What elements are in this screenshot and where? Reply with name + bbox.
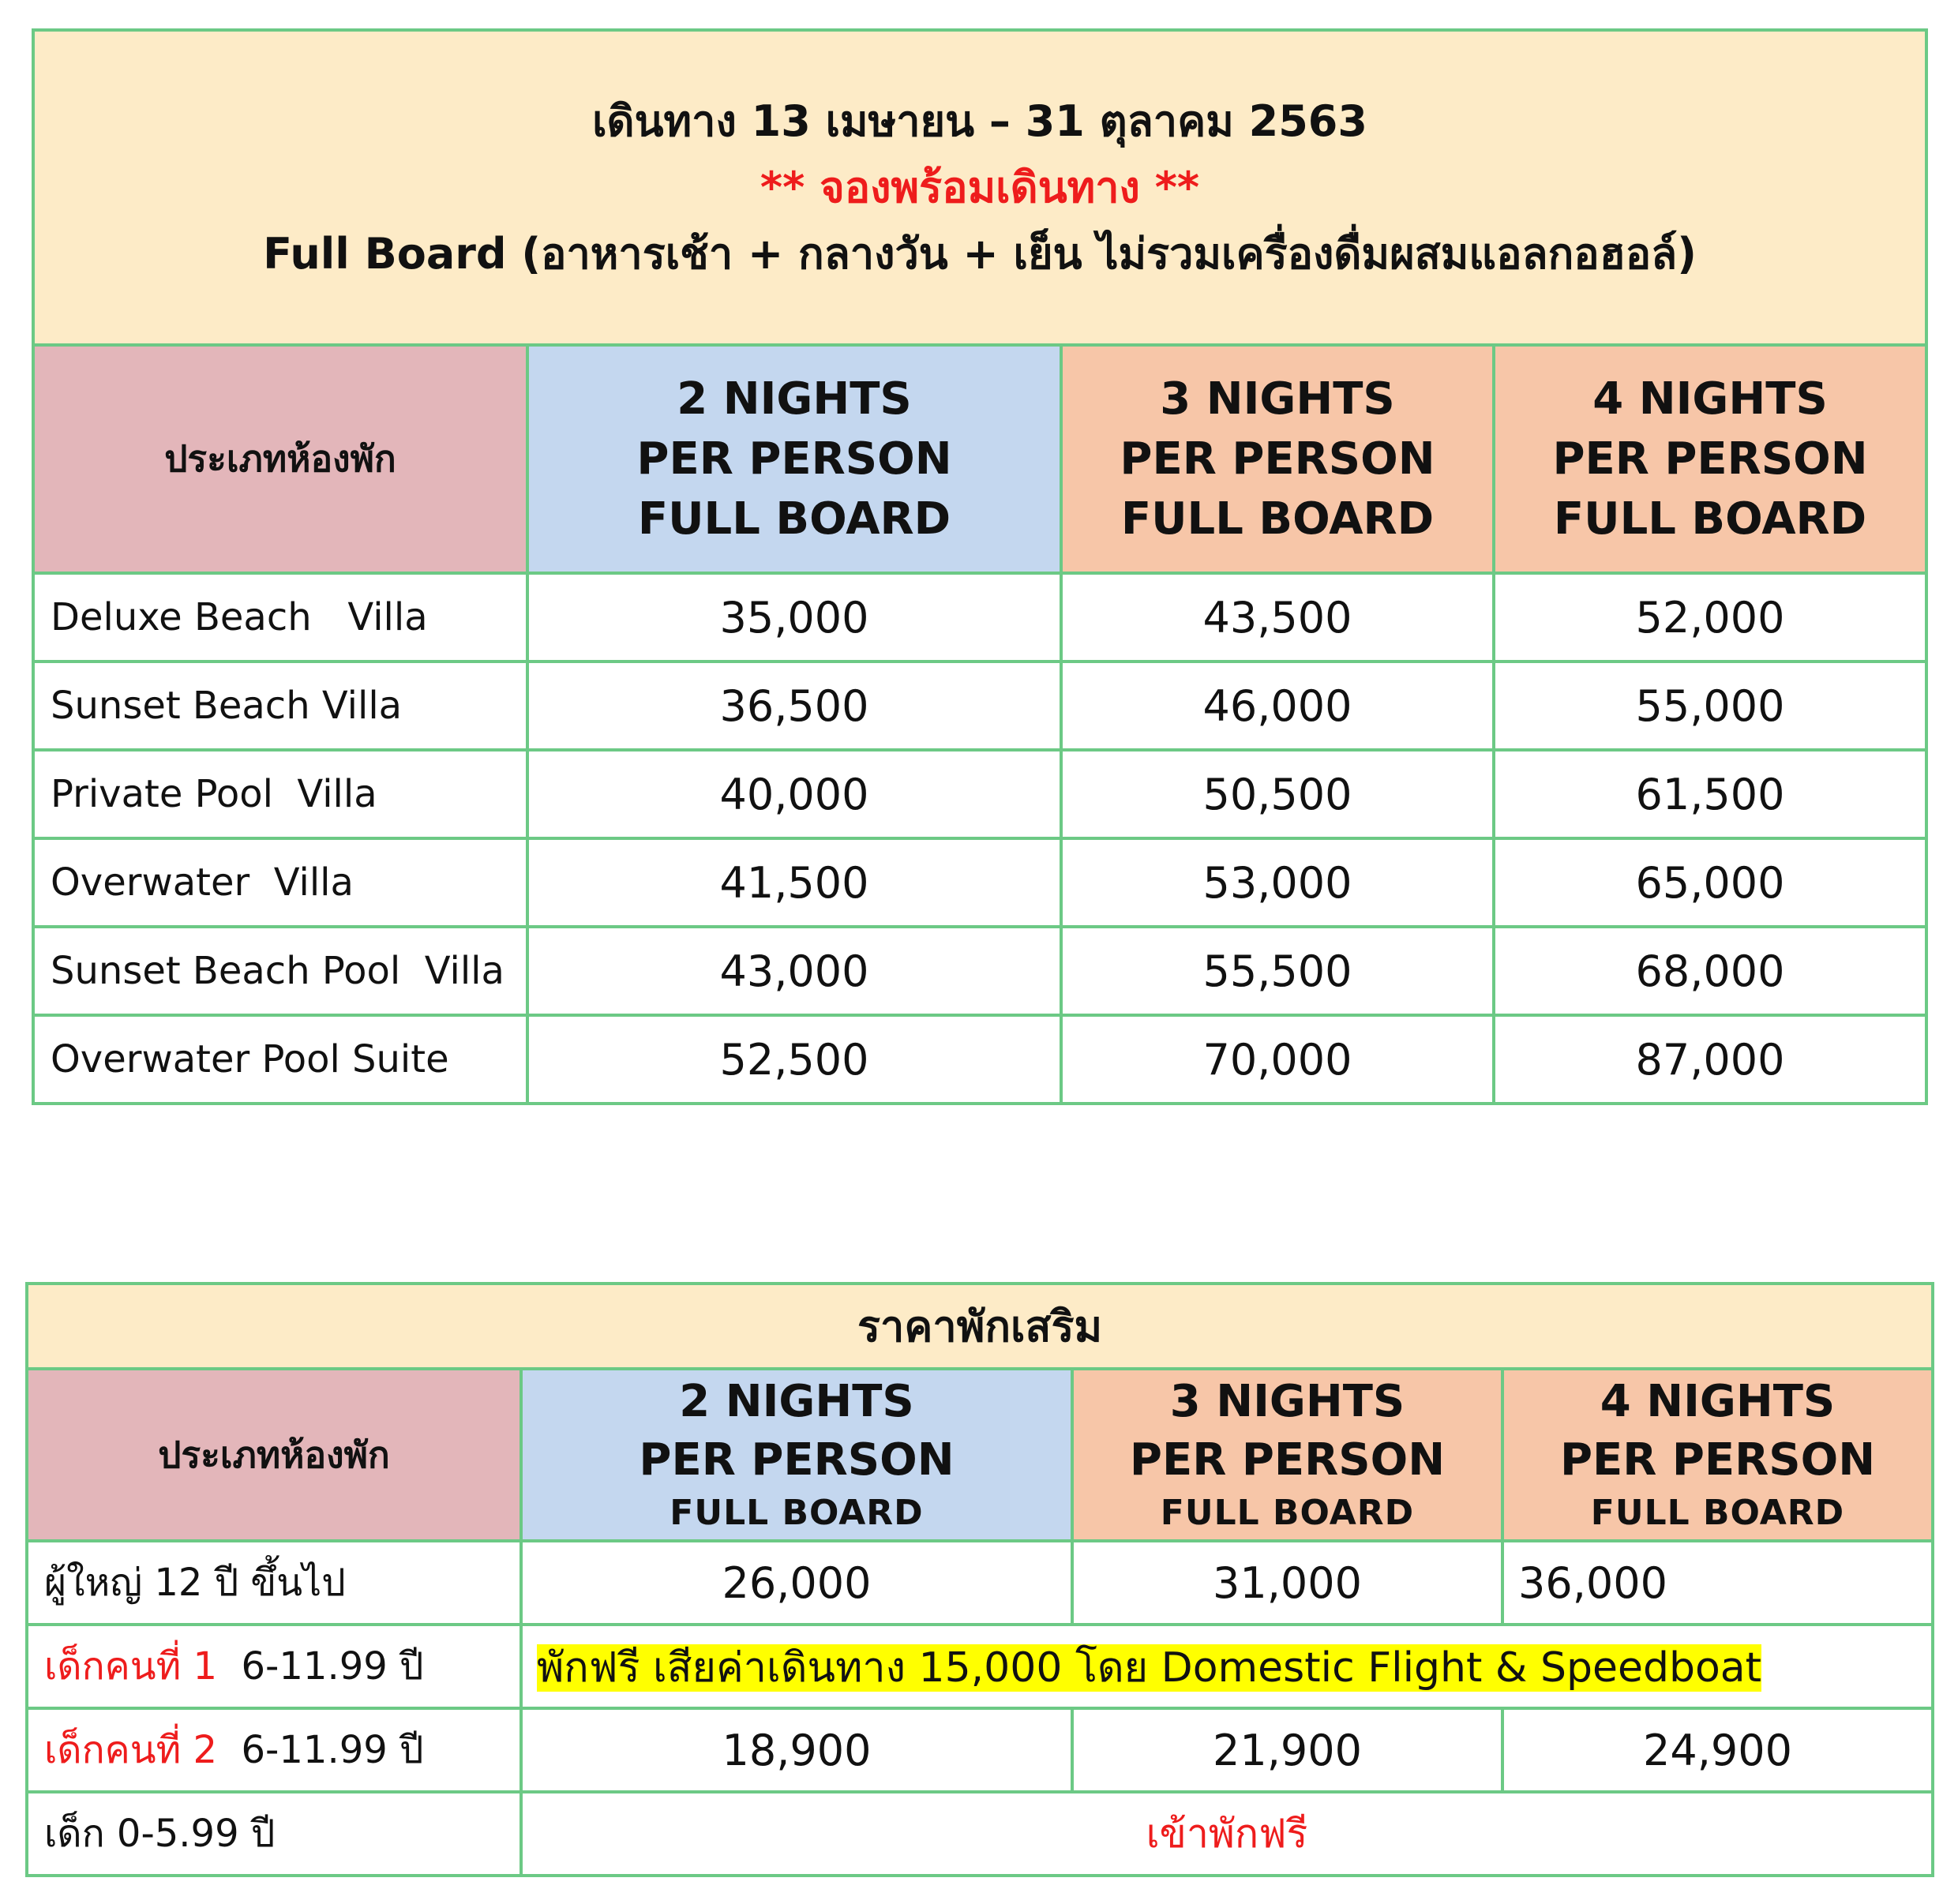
adult-row [27,1541,1933,1625]
price-4-nights: 87,000 [1494,1015,1926,1104]
price-3-nights: 70,000 [1061,1015,1494,1104]
price-3-nights: 53,000 [1061,838,1494,927]
room-type-header: ประเภทห้องพัก [27,1369,521,1541]
room-name: Deluxe Beach Villa [33,573,527,662]
child1-note-cell [521,1625,1933,1708]
table-row [33,573,1926,662]
price-4-nights: 24,900 [1502,1708,1933,1792]
meal-plan-note: Full Board (อาหารเช้า + กลางวัน + เย็น ไม่รวมเครื่องดื่มผสมแอลกอฮอล์) [263,228,1697,279]
price-2-nights: 26,000 [521,1541,1072,1625]
main-price-table [32,28,1928,1105]
child1-note: พักฟรี เสียค่าเดินทาง 15,000 โดย Domestic Flight & Speedboat [537,1644,1762,1692]
table-row [33,750,1926,838]
price-2-nights: 41,500 [527,838,1061,927]
extra-bed-title: ราคาพักเสริม [27,1284,1933,1369]
price-3-nights: 21,900 [1072,1708,1502,1792]
price-4-nights: 65,000 [1494,838,1926,927]
price-2-nights: 36,500 [527,662,1061,750]
extra-bed-table [25,1282,1934,1877]
child2-label: เด็กคนที่ 2 6-11.99 ปี [27,1708,521,1792]
infant-row [27,1792,1933,1876]
table-row [33,838,1926,927]
price-4-nights: 52,000 [1494,573,1926,662]
col-4-nights-header: 4 NIGHTS PER PERSON FULL BOARD [1502,1369,1933,1541]
price-4-nights: 55,000 [1494,662,1926,750]
price-2-nights: 18,900 [521,1708,1072,1792]
travel-period: เดินทาง 13 เมษายน – 31 ตุลาคม 2563 [592,96,1367,146]
price-4-nights: 68,000 [1494,927,1926,1015]
booking-note: ** จองพร้อมเดินทาง ** [760,162,1200,212]
col-2-nights-header: 2 NIGHTS PER PERSON FULL BOARD [521,1369,1072,1541]
col-4-nights-header: 4 NIGHTS PER PERSON FULL BOARD [1494,345,1926,573]
price-2-nights: 35,000 [527,573,1061,662]
price-3-nights: 31,000 [1072,1541,1502,1625]
infant-label: เด็ก 0-5.99 ปี [27,1792,521,1876]
price-4-nights: 36,000 [1502,1541,1933,1625]
room-name: Overwater Pool Suite [33,1015,527,1104]
adult-label: ผู้ใหญ่ 12 ปี ขึ้นไป [27,1541,521,1625]
col-2-nights-header: 2 NIGHTS PER PERSON FULL BOARD [527,345,1061,573]
table-row [33,662,1926,750]
price-3-nights: 43,500 [1061,573,1494,662]
room-name: Sunset Beach Pool Villa [33,927,527,1015]
child1-row [27,1625,1933,1708]
price-3-nights: 50,500 [1061,750,1494,838]
main-table-header [33,30,1926,345]
infant-note: เข้าพักฟรี [521,1792,1933,1876]
table-row [33,1015,1926,1104]
table-row [33,927,1926,1015]
child1-label: เด็กคนที่ 1 6-11.99 ปี [27,1625,521,1708]
price-2-nights: 43,000 [527,927,1061,1015]
col-3-nights-header: 3 NIGHTS PER PERSON FULL BOARD [1061,345,1494,573]
room-type-header: ประเภทห้องพัก [33,345,527,573]
price-3-nights: 46,000 [1061,662,1494,750]
room-name: Private Pool Villa [33,750,527,838]
room-name: Sunset Beach Villa [33,662,527,750]
price-4-nights: 61,500 [1494,750,1926,838]
col-3-nights-header: 3 NIGHTS PER PERSON FULL BOARD [1072,1369,1502,1541]
price-2-nights: 52,500 [527,1015,1061,1104]
price-3-nights: 55,500 [1061,927,1494,1015]
price-2-nights: 40,000 [527,750,1061,838]
room-name: Overwater Villa [33,838,527,927]
child2-row [27,1708,1933,1792]
